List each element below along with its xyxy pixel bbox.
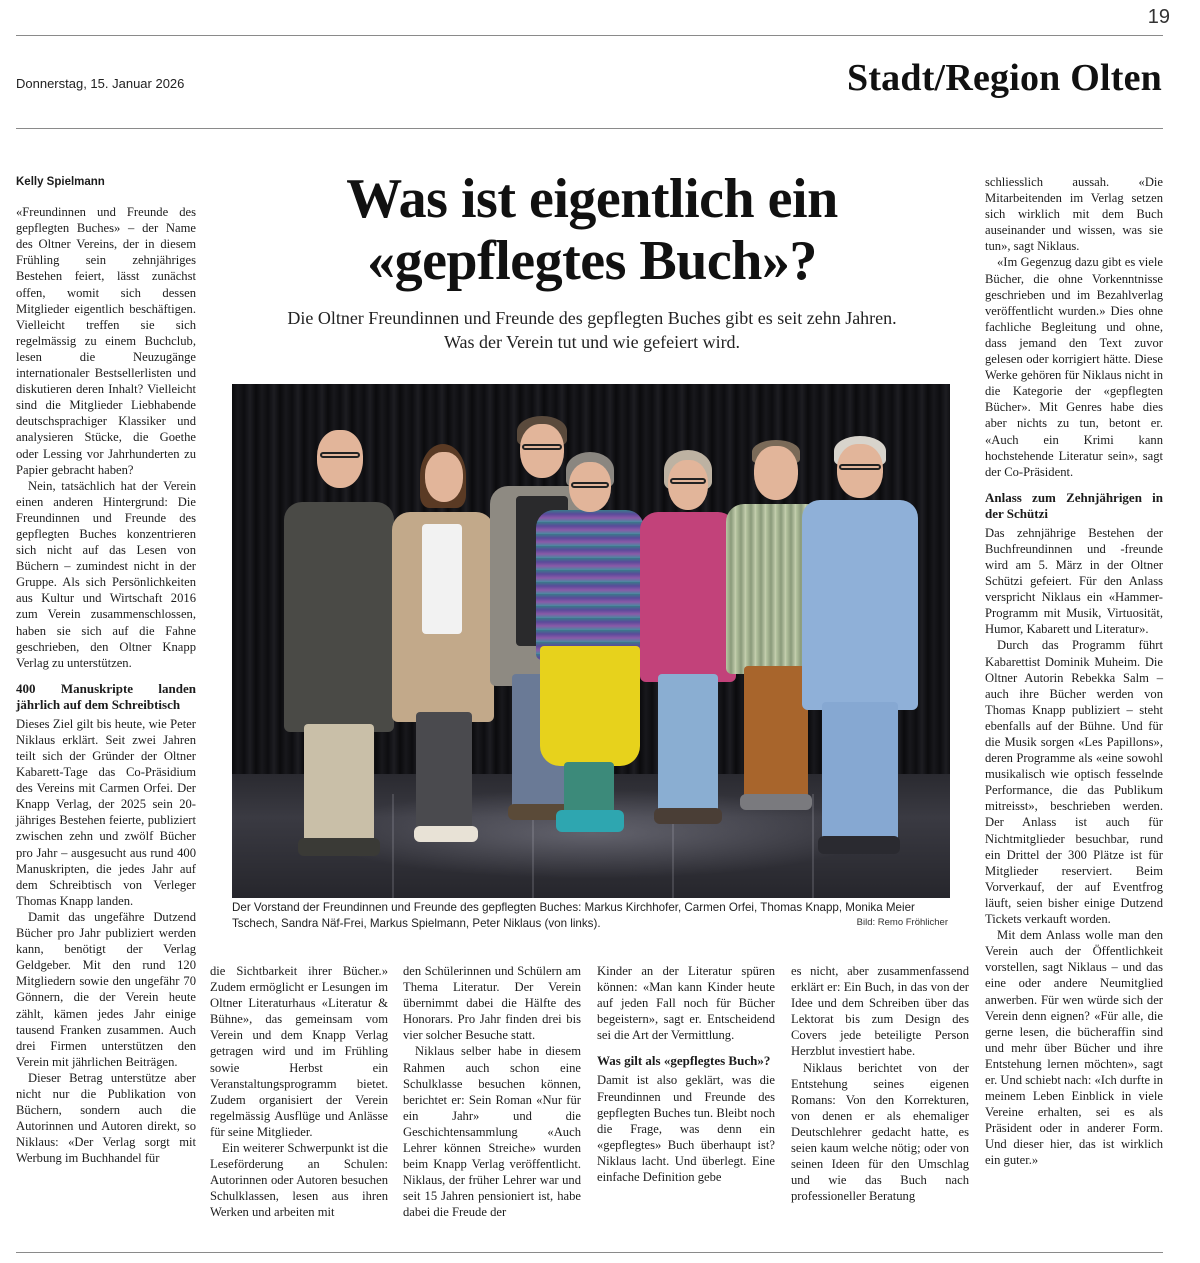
person-5	[640, 448, 736, 848]
paragraph: Mit dem Anlass wolle man den Verein auch der Öffentlichkeit vorstellen, sagt Niklaus – und das eine oder andere Neumitglied anwerben. Für wen würde sich der Verein denn eignen? «Für alle, die gerne lesen, die bücheraffin sind und mehr über Bücher und ihre Entstehung lernen möchten», sagt er. Und schiebt nach: «Ich durfte in meinem Leben Einblick in viele Vereine erhalten, sei es als Präsident oder in anderer Form. Und dieser hier, das ist wirklich ein guter.»	[985, 928, 1164, 1168]
lead-text	[232, 306, 952, 354]
subheading: Anlass zum Zehnjährigen in der Schützi	[985, 489, 1163, 521]
paragraph: Das zehnjährige Bestehen der Buchfreundinnen und -freunde wird am 5. März in der Oltner Schützi gefeiert. Für den Anlass verspricht Niklaus ein «Hammer-Programm mit Musik, Virtuosität, Humor, Kabarett und Literatur».	[985, 525, 1163, 637]
person-1	[284, 424, 394, 864]
group-photo	[232, 384, 950, 898]
paragraph: Dieser Betrag unterstütze aber nicht nur die Publikation von Büchern, sondern auch die Autorinnen und Autoren direkt, so Niklaus: «Der Verlag sorgt mit Werbung im Buchhandel für	[16, 1070, 196, 1166]
article-column-2	[210, 963, 388, 1221]
person-4	[536, 450, 644, 850]
paragraph: es nicht, aber zusammenfassend erklärt er: Ein Buch, in das von der Idee und dem Schreiben über das Lektorat bis zum Design des Covers jede beteiligte Person Herzblut investiert habe.	[791, 964, 969, 1059]
dateline: Donnerstag, 15. Januar 2026	[16, 76, 185, 91]
subheading: 400 Manuskripte landen jährlich auf dem Schreibtisch	[16, 680, 196, 712]
paragraph: Damit das ungefähre Dutzend Bücher pro Jahr publiziert werden kann, benötigt der Verlag Geldgeber. Mit den rund 120 Mitgliedern sowie den ungefähr 70 Gönnern, die der Verein heute zählt, kämen jedes Jahr einige tausend Franken zusammen. Auch drei Firmen unterstützen den Verein mit jährlichen Beiträgen.	[16, 909, 196, 1069]
article-column-4	[597, 963, 775, 1185]
photo-credit: Bild: Remo Fröhlicher	[856, 917, 948, 928]
paragraph: «Freundinnen und Freunde des gepflegten Buches» – der Name des Oltner Vereins, der in diesem Frühling sein zehnjähriges Bestehen feiert, lässt zunächst offen, womit sich dessen Mitglieder eigentlich beschäftigen. Vielleicht treffen sie sich regelmässig zu einem Buchclub, lesen die Neuzugänge internationaler Bestsellerlisten und diskutieren deren Inhalt? Vielleicht sind die Mitglieder Liebhabende deutschsprachiger Klassiker und analysieren Stücke, die Goethe oder Lessing vor Jahrhunderten zu Papier gebracht haben?	[16, 205, 196, 477]
paragraph: Durch das Programm führt Kabarettist Dominik Muheim. Die Oltner Autorin Rebekka Salm – auch ihre Bücher werden von Thomas Knapp publiziert – steht ebenfalls auf der Bühne. Und für die Musik sorgen «Les Papillons», deren Programme als «eine sowohl musikalisch wie optisch fesselnde Performance, die das Publikum mitreisst», beschrieben werden. Der Anlass ist auch für Nichtmitglieder besuchbar, rund ein Drittel der 300 Plätze ist für Mitglieder reserviert. Beim Vorverkauf, der auf Eventfrog läuft, seien bisher einige Dutzend Tickets verkauft worden.	[985, 638, 1163, 927]
headline-line-1: Was ist eigentlich ein	[346, 168, 838, 230]
paragraph: den Schülerinnen und Schülern am Thema Literatur. Der Verein übernimmt dabei die Hälfte des Honorars. Pro Jahr finden drei bis vier solcher Besuche statt.	[403, 964, 581, 1043]
photo-caption: Der Vorstand der Freundinnen und Freunde des gepflegten Buches: Markus Kirchhofer, Carmen Orfei, Thomas Knapp, Monika Meier Tschech, Sandra Näf-Frei, Markus Spielmann, Peter Niklaus (von links).	[232, 901, 915, 930]
bottom-rule	[16, 1252, 1163, 1253]
paragraph: Niklaus berichtet von der Entstehung seines eigenen Romans: Von den Korrekturen, von denen er als ehemaliger Deutschlehrer gedacht hatte, es seien kaum welche nötig; oder von seinen Ideen für den Umschlag und wie das Buch nach professioneller Beratung	[791, 1060, 969, 1204]
headline-line-2: «gepflegtes Buch»?	[367, 230, 817, 292]
paragraph: Niklaus selber habe in diesem Rahmen auch schon eine Schulklasse besuchen können, berichtet er: Sein Roman «Nur für ein Jahr» und die Geschichtensammlung «Auch Lehrer können Streiche» wurden beim Knapp Verlag veröffentlicht. Niklaus, der früher Lehrer war und seit 15 Jahren pensioniert ist, habe dabei die Freude der	[403, 1044, 581, 1220]
paragraph: Ein weiterer Schwerpunkt ist die Leseförderung an Schulen: Autorinnen oder Autoren besuchen Schulklassen, lesen aus ihren Werken und arbeiten mit	[210, 1141, 388, 1220]
paragraph: Dieses Ziel gilt bis heute, wie Peter Niklaus erklärt. Seit zwei Jahren teilt sich der Gründer der Oltner Kabarett-Tage das Co-Präsidium des Vereins mit Carmen Orfei. Der Knapp Verlag, der 2025 sein 20-jähriges Bestehen feierte, publiziert zwischen zehn und zwölf Bücher pro Jahr – ausgesucht aus rund 400 Manuskripten, die jedes Jahr auf dem Schreibtisch von Verleger Thomas Knapp landen.	[16, 716, 196, 908]
article-column-3	[403, 963, 581, 1221]
author-byline: Kelly Spielmann	[16, 176, 105, 188]
section-title: Stadt/Region Olten	[846, 57, 1162, 99]
article-column-1	[16, 174, 196, 1166]
paragraph: «Im Gegenzug dazu gibt es viele Bücher, die ohne Vorkenntnisse geschrieben und im Bezahlverlag veröffentlicht wurden.» Dies ohne fachliche Begleitung und ohne, dass jemand den Text zuvor gelesen oder korrigiert hätte. Diese Werke gehören für Niklaus nicht in die Kategorie der «gepflegten Bücher». Mit Genres habe dies aber nichts zu tun, betont er. «Auch ein Krimi kann hochstehende Literatur sein», sagt der Co-Präsident.	[985, 255, 1163, 479]
paragraph: Damit ist also geklärt, was die Freundinnen und Freunde des gepflegten Buches tun. Bleibt noch die Frage, was denn ein «gepflegtes» Buch überhaupt ist? Niklaus lacht. Und überlegt. Eine einfache Definition gebe	[597, 1073, 775, 1185]
person-2	[392, 442, 494, 862]
lead-line-2: Was der Verein tut und wie gefeiert wird.	[443, 332, 741, 352]
paragraph: Nein, tatsächlich hat der Verein einen anderen Hintergrund: Die Freundinnen und Freunde des gepflegten Buches konzentrieren sich nicht auf das Lesen von Büchern – zumindest nicht in der Gruppe. Als sich Persönlichkeiten aus Kultur und Wirtschaft 2016 zum Verein zusammenschlossen, haben sie sich auf die Fahne geschrieben, den Oltner Knapp Verlag zu unterstützen.	[16, 478, 196, 670]
paragraph: Kinder an der Literatur spüren können: «Man kann Kinder heute auf jeden Fall noch für Bücher begeistern», sagt er. Entscheidend sei die Art der Vermittlung.	[597, 964, 775, 1043]
article-column-5	[791, 963, 969, 1204]
lead-line-1: Die Oltner Freundinnen und Freunde des gepflegten Buches gibt es seit zehn Jahren.	[287, 308, 897, 328]
person-7	[802, 434, 918, 874]
headline	[232, 168, 952, 292]
article-column-6	[985, 174, 1163, 1169]
top-rule	[16, 35, 1163, 36]
paragraph: schliesslich aussah. «Die Mitarbeitenden im Verlag setzen sich wirklich mit dem Buch auseinander und wissen, was sie tun», sagt Niklaus.	[985, 175, 1163, 254]
paragraph: die Sichtbarkeit ihrer Bücher.» Zudem ermöglicht er Lesungen im Oltner Literaturhaus «Literatur & Bühne», das gemeinsam vom Verein und dem Knapp Verlag getragen wird und im Frühling sowie Herbst ein Veranstaltungsprogramm bietet. Zudem organisiert der Verein regelmässig Ausflüge und Anlässe für seine Mitglieder.	[210, 964, 388, 1139]
subheading: Was gilt als «gepflegtes Buch»?	[597, 1053, 771, 1069]
page-number: 19	[1147, 6, 1170, 28]
header-rule	[16, 128, 1163, 129]
